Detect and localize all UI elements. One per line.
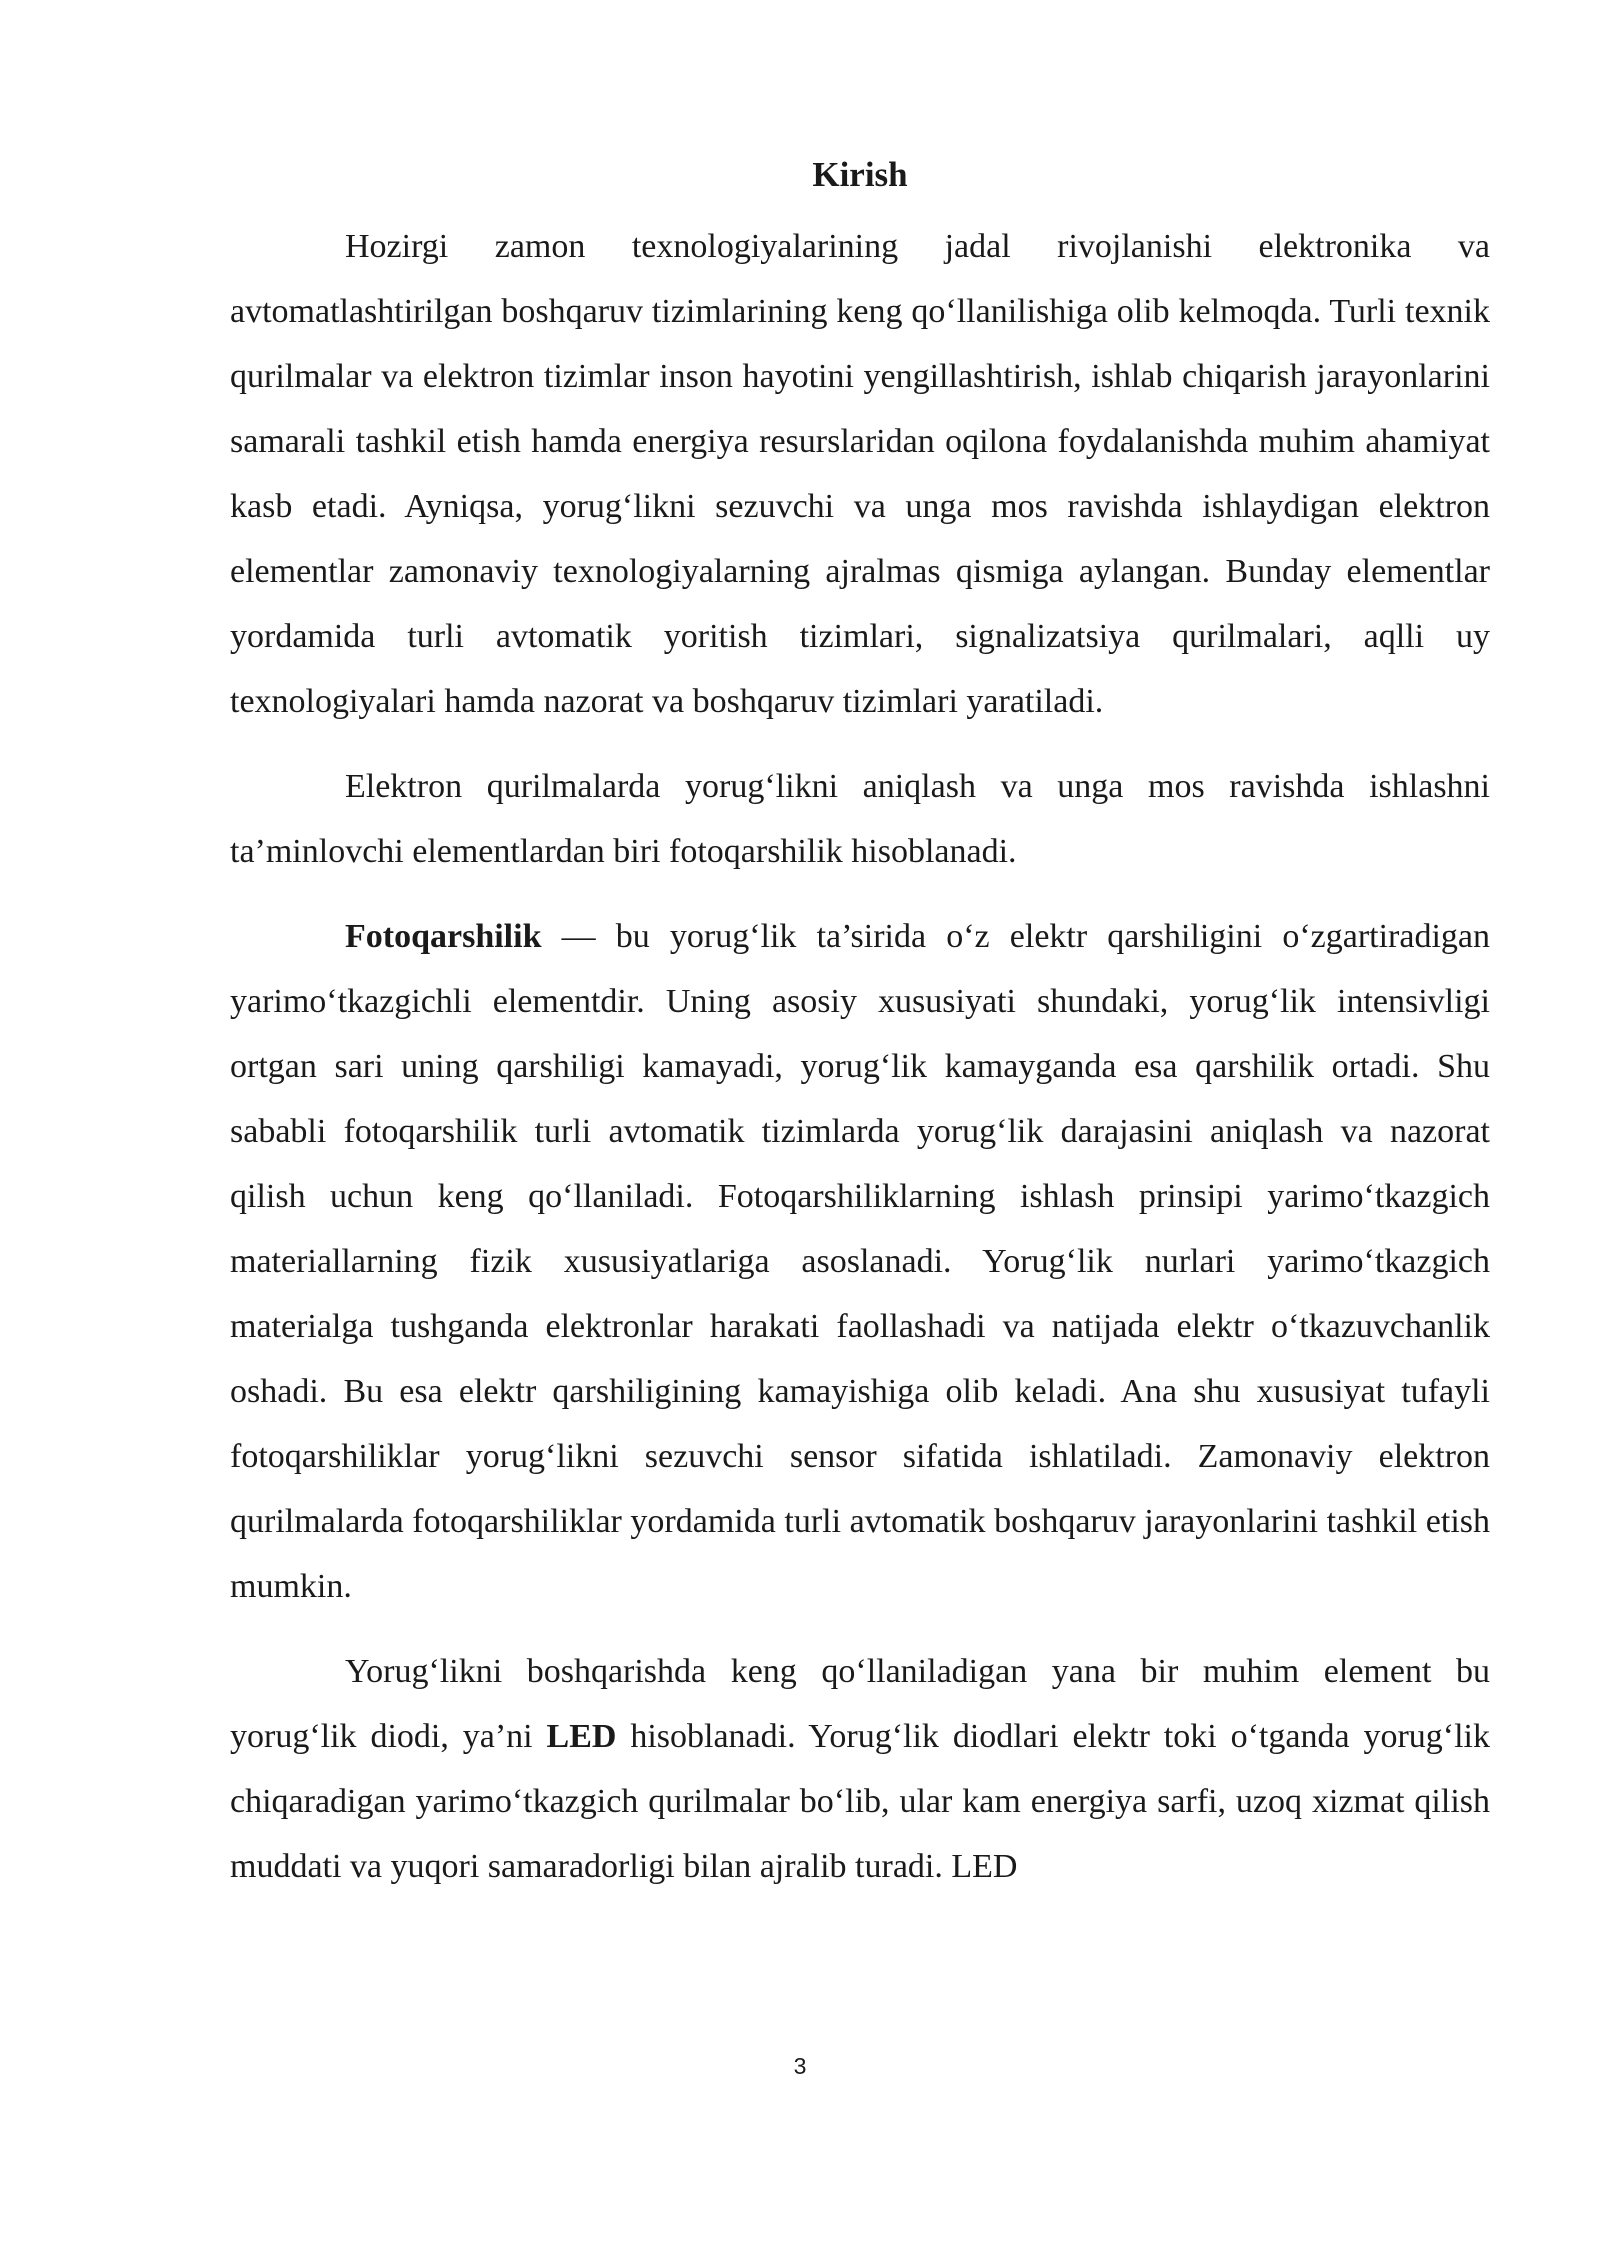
paragraph-body-text: — bu yorug‘lik ta’sirida o‘z elektr qarshiligini o‘zgartiradigan yarimo‘tkazgichli elementdir. Uning asosiy xususiyati shundaki, yorug‘lik intensivligi ortgan sari uning qarshiligi kamayadi, yorug‘lik kamayganda esa qarshilik ortadi. Shu sababli fotoqarshilik turli avtomatik tizimlarda yorug‘lik darajasini aniqlash va nazorat qilish uchun keng qo‘llaniladi. Fotoqarshiliklarning ishlash prinsipi yarimo‘tkazgich materiallarning fizik xususiyatlariga asoslanadi. Yorug‘lik nurlari yarimo‘tkazgich materialga tushganda elektronlar harakati faollashadi va natijada elektr o‘tkazuvchanlik oshadi. Bu esa elektr qarshiligining kamayishiga olib keladi. Ana shu xususiyat tufayli fotoqarshiliklar yorug‘likni sezuvchi sensor sifatida ishlatiladi. Zamonaviy elektron qurilmalarda fotoqarshiliklar yordamida turli avtomatik boshqaruv jarayonlarini tashkil etish mumkin. (230, 918, 1490, 1605)
section-title: Kirish (812, 155, 908, 194)
term-led: LED (546, 1718, 617, 1755)
page-number: 3 (793, 2053, 807, 2079)
page-content (230, 150, 1490, 1899)
paragraph-photoresistor-definition (230, 904, 1490, 1619)
paragraph-body-text: hisoblanadi. Yorug‘lik diodlari elektr toki o‘tganda yorug‘lik chiqaradigan yarimo‘tkazgich qurilmalar bo‘lib, ular kam energiya sarfi, uzoq xizmat qilish muddati va yuqori samaradorligi bilan ajralib turadi. LED (230, 1718, 1490, 1885)
paragraph-body-text: Yorug‘likni boshqarishda keng qo‘llaniladigan yana bir muhim element bu yorug‘lik diodi, ya’ni (230, 1653, 1490, 1755)
paragraph-photoresistor-intro: Elektron qurilmalarda yorug‘likni aniqlash va unga mos ravishda ishlashni ta’minlovchi elementlardan biri fotoqarshilik hisoblanadi. (230, 768, 1490, 870)
term-fotoqarshilik: Fotoqarshilik (345, 918, 542, 955)
paragraph-intro: Hozirgi zamon texnologiyalarining jadal rivojlanishi elektronika va avtomatlashtirilgan boshqaruv tizimlarining keng qo‘llanilishiga olib kelmoqda. Turli texnik qurilmalar va elektron tizimlar inson hayotini yengillashtirish, ishlab chiqarish jarayonlarini samarali tashkil etish hamda energiya resurslaridan oqilona foydalanishda muhim ahamiyat kasb etadi. Ayniqsa, yorug‘likni sezuvchi va unga mos ravishda ishlaydigan elektron elementlar zamonaviy texnologiyalarning ajralmas qismiga aylangan. Bunday elementlar yordamida turli avtomatik yoritish tizimlari, signalizatsiya qurilmalari, aqlli uy texnologiyalari hamda nazorat va boshqaruv tizimlari yaratiladi. (230, 228, 1490, 720)
paragraph-led (230, 1639, 1490, 1899)
